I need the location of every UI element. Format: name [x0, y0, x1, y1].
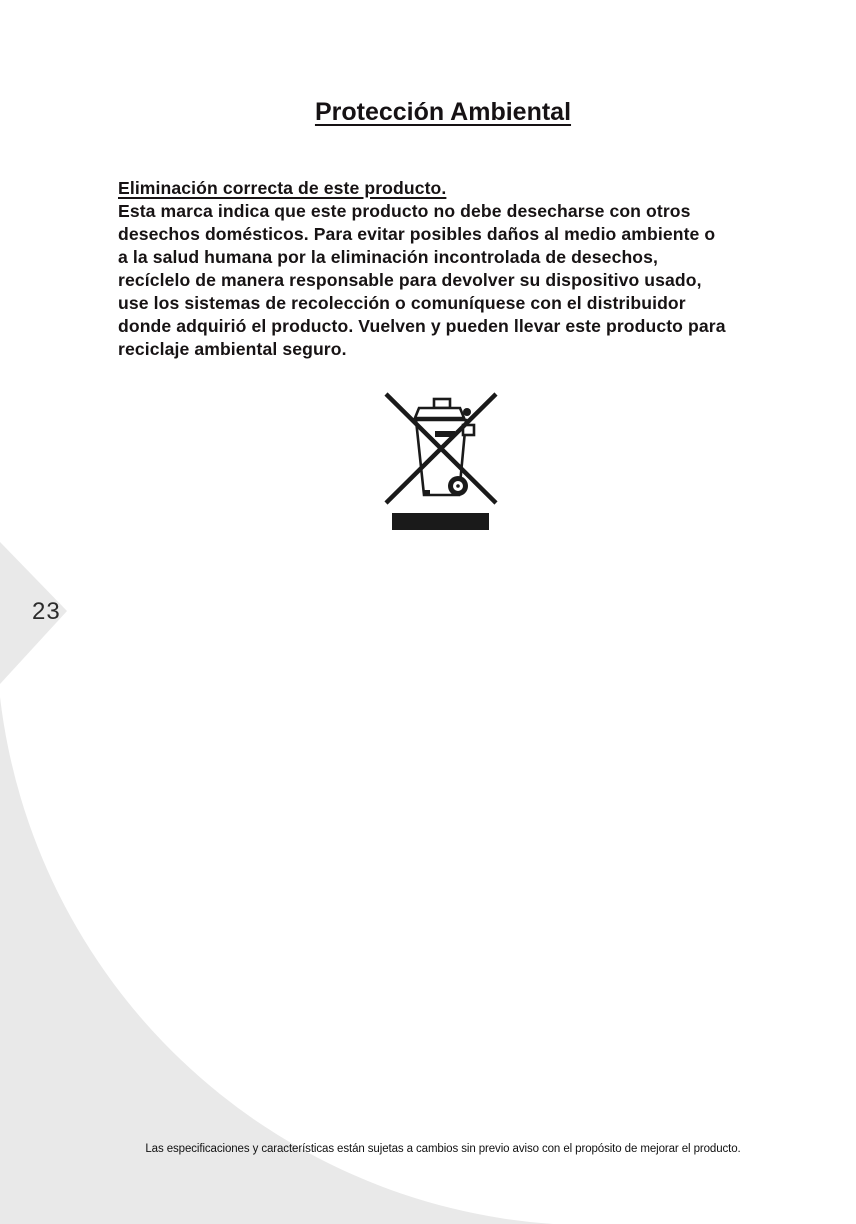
weee-black-bar [392, 513, 489, 530]
bin-wheel-hub [456, 484, 460, 488]
page-number: 23 [32, 598, 61, 625]
lid-knob [463, 408, 471, 416]
bin-lid [415, 408, 464, 418]
body-line: recíclelo de manera responsable para devolver su dispositivo usado, [118, 270, 702, 290]
section-body [118, 200, 808, 361]
body-line: a la salud humana por la eliminación incontrolada de desechos, [118, 247, 659, 267]
body-line: donde adquirió el producto. Vuelven y pueden llevar este producto para [118, 316, 726, 336]
body-line: use los sistemas de recolección o comuníquese con el distribuidor [118, 293, 686, 313]
bin-lid-handle [434, 399, 450, 408]
bin-foot [424, 490, 430, 496]
weee-crossed-out-wheeled-bin-icon [384, 389, 498, 533]
body-line: Esta marca indica que este producto no debe desecharse con otros [118, 201, 691, 221]
body-line: desechos domésticos. Para evitar posibles daños al medio ambiente o [118, 224, 716, 244]
footer-note: Las especificaciones y características están sujetas a cambios sin previo aviso con el propósito de mejorar el producto. [145, 1143, 741, 1155]
page-title: Protección Ambiental [314, 98, 572, 126]
body-line: reciclaje ambiental seguro. [118, 339, 347, 359]
section-heading: Eliminación correcta de este producto. [118, 178, 447, 198]
section-content [118, 177, 808, 361]
